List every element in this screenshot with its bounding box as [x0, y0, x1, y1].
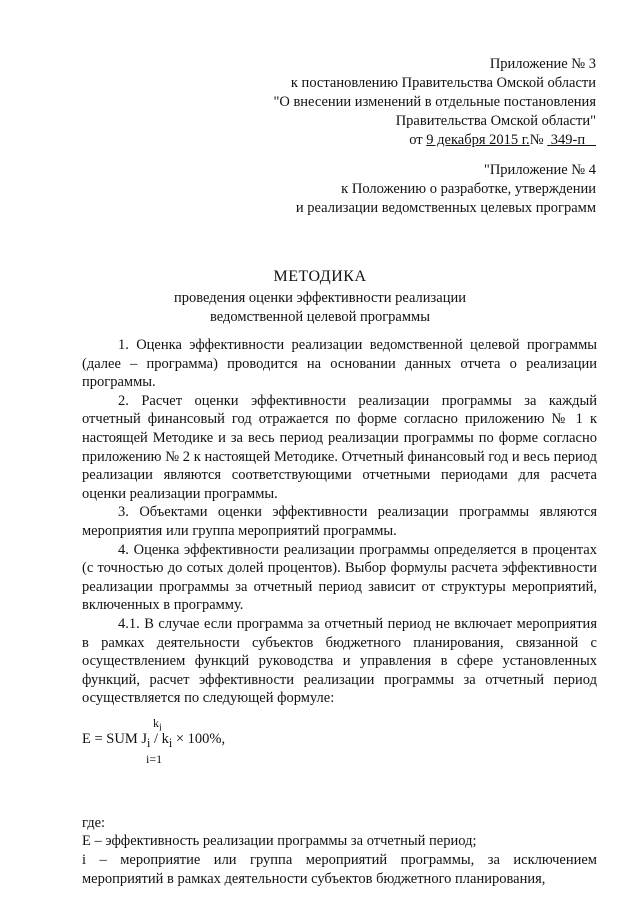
formula-upper-limit: $k_i$	[153, 715, 162, 734]
annex-line: Правительства Омской области"	[395, 113, 596, 129]
paragraph-4: 4. Оценка эффективности реализации программы определяется в процентах (с точностью до сотых долей процентов). Выбор формулы расчета эффективности реализации программы за отчетный период зависит от структуры мероприятий, включенных в программу.	[82, 541, 597, 614]
annex-header-second	[296, 161, 596, 218]
definition-e: E – эффективность реализации программы за отчетный период;	[82, 833, 477, 850]
annex-line: "Приложение № 4	[483, 162, 596, 178]
decree-number: 349-п	[547, 132, 596, 148]
annex-date-line	[273, 131, 596, 150]
annex-line: к постановлению Правительства Омской области	[290, 75, 596, 91]
document-subtitle: проведения оценки эффективности реализации	[174, 290, 466, 306]
paragraph-2: 2. Расчет оценки эффективности реализации программы за каждый отчетный финансовый год отражается по форме согласно приложению № 1 к настоящей Методике и за весь период реализации программы по форме согласно приложению № 2 к настоящей Методике. Отчетный финансовый год и весь период реализации являются соответствующими отчетными периодами для расчета оценки реализации программы.	[82, 392, 597, 502]
annex-line: и реализации ведомственных целевых программ	[295, 200, 596, 216]
definition-i: i – мероприятие или группа мероприятий программы, за исключением мероприятий в рамках деятельности субъектов бюджетного планирования,	[82, 852, 597, 887]
document-subtitle: ведомственной целевой программы	[210, 309, 430, 325]
number-prefix: №	[529, 132, 548, 148]
document-title: МЕТОДИКА	[273, 268, 367, 285]
spacer	[82, 774, 597, 814]
document-heading	[0, 265, 640, 327]
formula-lower-limit: i=1	[146, 751, 163, 766]
formula-expression: E = SUM $J_i / k_i \times 100\%$,	[82, 730, 226, 750]
paragraph-1: 1. Оценка эффективности реализации ведомственной целевой программы (далее – программа) проводится на основании данных отчета о реализации программы.	[82, 337, 597, 391]
document-body	[82, 336, 597, 888]
paragraph-4-1: 4.1. В случае если программа за отчетный период не включает мероприятия в рамках деятельности субъектов бюджетного планирования, связанной с осуществлением функций руководства и управления в сфере установленных функций, расчет эффективности реализации программы за отчетный период осуществляется по следующей формуле:	[82, 615, 597, 707]
where-label: где:	[82, 814, 106, 831]
decree-date: 9 декабря 2015 г.	[426, 132, 530, 148]
efficiency-formula	[82, 712, 597, 774]
annex-line: к Положению о разработке, утверждении	[341, 181, 596, 197]
annex-line: Приложение № 3	[489, 56, 596, 72]
annex-header-top	[273, 55, 596, 150]
paragraph-3: 3. Объектами оценки эффективности реализации программы являются мероприятия или группа мероприятий программы.	[82, 504, 597, 539]
date-prefix: от	[409, 132, 427, 148]
annex-line: "О внесении изменений в отдельные постановления	[273, 94, 596, 110]
